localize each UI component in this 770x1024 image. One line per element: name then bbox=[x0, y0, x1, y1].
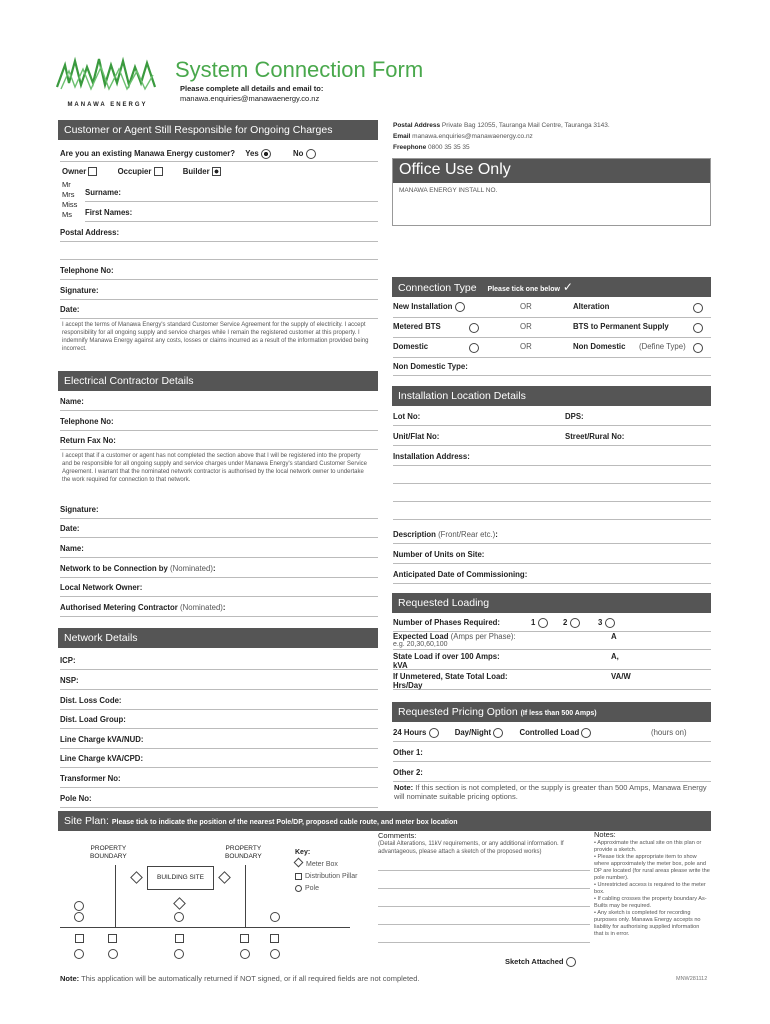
address-line3[interactable] bbox=[393, 488, 711, 502]
metered-row bbox=[393, 322, 711, 338]
postal-address-label: Postal Address: bbox=[60, 228, 120, 237]
telephone-label: Telephone No: bbox=[60, 266, 114, 275]
amps-note: (Amps per Phase): bbox=[450, 632, 516, 641]
metered-label: Metered BTS bbox=[393, 322, 441, 331]
unit-label: Unit/Flat No: bbox=[393, 432, 440, 441]
office-title: Office Use Only bbox=[393, 159, 710, 183]
postal-block bbox=[393, 120, 610, 153]
logo bbox=[55, 55, 160, 108]
title-ms: Ms bbox=[62, 210, 72, 219]
title-mrs: Mrs bbox=[62, 190, 75, 199]
pole-circle-1[interactable] bbox=[74, 901, 84, 911]
pole-circle-4[interactable] bbox=[270, 912, 280, 922]
metering-label: Authorised Metering Contractor bbox=[60, 603, 178, 612]
unit-field[interactable] bbox=[393, 432, 711, 446]
builder-label: Builder bbox=[182, 167, 210, 176]
new-install-radio[interactable] bbox=[455, 302, 465, 312]
alteration-label: Alteration bbox=[573, 302, 610, 311]
pillar-box-3[interactable] bbox=[175, 934, 184, 943]
pole-icon bbox=[295, 885, 302, 892]
meter-box-label: Meter Box bbox=[306, 861, 338, 868]
pole-label: Pole No: bbox=[60, 794, 92, 803]
owner-label: Owner bbox=[62, 167, 87, 176]
ec-name-field[interactable] bbox=[60, 397, 378, 411]
electrical-terms: I accept that if a customer or agent has not completed the section above that I will be registered into the property and be responsible for all ongoing supply and service charges under Manawa Energy's standard Customer Service Agreement. I warrant that the nominated network contractor is authorised by the local network owner to undertake the work required for connection to that network. bbox=[62, 453, 367, 483]
date-label: Date: bbox=[60, 305, 80, 314]
amps-unit: A bbox=[611, 632, 617, 641]
pole-circle-7[interactable] bbox=[174, 949, 184, 959]
comment-line-4[interactable] bbox=[378, 924, 590, 925]
boundary-right-line bbox=[245, 865, 246, 927]
installation-address-field[interactable] bbox=[393, 452, 711, 466]
pole-circle-8[interactable] bbox=[240, 949, 250, 959]
network-connection-field[interactable]: Network to be Connection by (Nominated): bbox=[60, 564, 378, 578]
pb-left: PROPERTY BOUNDARY bbox=[90, 845, 127, 860]
kva-cpd-label: Line Charge kVA/CPD: bbox=[60, 754, 144, 763]
note-1: • Approximate the actual site on this plan or provide a sketch. bbox=[594, 840, 702, 853]
ec-name2-label: Name: bbox=[60, 544, 84, 553]
title-mr: Mr bbox=[62, 180, 71, 189]
role-row bbox=[62, 167, 380, 176]
diamond-right[interactable] bbox=[218, 871, 231, 884]
controlled-label: Controlled Load bbox=[519, 728, 580, 738]
nsp-field[interactable] bbox=[60, 676, 378, 690]
unmetered-field[interactable] bbox=[393, 672, 711, 690]
email-value: manawa.enquiries@manawaenergy.co.nz bbox=[412, 133, 533, 140]
title-miss: Miss bbox=[62, 200, 78, 209]
note-5: • Any sketch is completed for recording purposes only. Manawa Energy accepts no liability for authorising supplied information that is in error. bbox=[594, 910, 701, 937]
existing-row bbox=[60, 144, 378, 162]
header-email: manawa.enquiries@manawaenergy.co.nz bbox=[180, 94, 320, 103]
surname-field[interactable] bbox=[85, 188, 378, 202]
unmetered-label: If Unmetered, State Total Load: bbox=[393, 672, 508, 681]
pillar-box-1[interactable] bbox=[75, 934, 84, 943]
nondomestic-type-field[interactable] bbox=[393, 362, 711, 376]
electrical-header: Electrical Contractor Details bbox=[58, 371, 378, 391]
ec-date-label: Date: bbox=[60, 524, 80, 533]
hrs-day-label: Hrs/Day bbox=[393, 681, 423, 690]
pole-circle-6[interactable] bbox=[108, 949, 118, 959]
ec-fax-label: Return Fax No: bbox=[60, 436, 116, 445]
phase-1-label: 1 bbox=[531, 618, 536, 628]
pricing-note bbox=[394, 783, 710, 801]
kva-nud-field[interactable] bbox=[60, 735, 378, 749]
phases-label: Number of Phases Required: bbox=[393, 618, 501, 627]
first-names-label: First Names: bbox=[85, 208, 133, 217]
pole-key-label: Pole bbox=[305, 885, 320, 892]
nondomestic-type-label: Non Domestic Type: bbox=[393, 362, 468, 371]
or-label-2: OR bbox=[520, 322, 532, 331]
description-field[interactable]: Description (Front/Rear etc.): bbox=[393, 530, 711, 544]
notes-block bbox=[594, 831, 710, 938]
state-load-field[interactable] bbox=[393, 652, 711, 670]
dist-pillar-label: Distribution Pillar bbox=[305, 873, 358, 880]
transformer-field[interactable] bbox=[60, 774, 378, 788]
h24-label: 24 Hours bbox=[393, 728, 427, 738]
pricing-note-text: If this section is not completed, or the supply is greater than 500 Amps, Manawa Energy will nominate suitable pricing options. bbox=[394, 783, 707, 801]
header-line1: Please complete all details and email to: bbox=[180, 84, 324, 93]
title-list bbox=[62, 180, 77, 220]
pricing-header bbox=[392, 702, 711, 722]
key-legend bbox=[295, 847, 358, 895]
vaw-unit: VA/W bbox=[611, 672, 631, 681]
ec-name-label: Name: bbox=[60, 397, 84, 406]
loading-header: Requested Loading bbox=[392, 593, 711, 613]
pole-circle-9[interactable] bbox=[270, 949, 280, 959]
key-label: Key: bbox=[295, 849, 311, 856]
connection-header bbox=[392, 277, 711, 297]
description-label: Description bbox=[393, 530, 436, 539]
brand-name: MANAWA ENERGY bbox=[67, 102, 148, 108]
state-load-label: State Load if over 100 Amps: bbox=[393, 652, 500, 661]
date-field[interactable] bbox=[60, 305, 378, 319]
sketch-row bbox=[505, 957, 576, 967]
pole-circle-3[interactable] bbox=[174, 912, 184, 922]
email-label: Email bbox=[393, 133, 411, 140]
notes-label: Notes: bbox=[594, 830, 616, 839]
network-header: Network Details bbox=[58, 628, 378, 648]
surname-label: Surname: bbox=[85, 188, 121, 197]
new-install-label: New Installation bbox=[393, 302, 453, 312]
boundary-left-line bbox=[115, 865, 116, 927]
postal-address-line2[interactable] bbox=[60, 246, 378, 260]
metered-radio[interactable] bbox=[469, 323, 479, 333]
kva-cpd-field[interactable] bbox=[60, 754, 378, 768]
comment-line-5[interactable] bbox=[378, 942, 590, 943]
nondomestic-label: Non Domestic bbox=[573, 342, 626, 351]
pillar-box-4[interactable] bbox=[240, 934, 249, 943]
other1-field[interactable] bbox=[393, 748, 711, 762]
diamond-center[interactable] bbox=[173, 897, 186, 910]
note-2: • Please tick the appropriate item to show where approximately the meter box, pole and DP are located (for rural areas please write the pole number). bbox=[594, 854, 710, 881]
icp-label: ICP: bbox=[60, 656, 76, 665]
domestic-radio[interactable] bbox=[469, 343, 479, 353]
day-night-radio[interactable] bbox=[493, 728, 503, 738]
expected-load-label: Expected Load bbox=[393, 632, 449, 641]
amps-example: e.g. 20,30,60,100 bbox=[393, 641, 448, 648]
lot-label: Lot No: bbox=[393, 412, 421, 421]
street-label: Street/Rural No: bbox=[565, 432, 625, 441]
pb-right: PROPERTY BOUNDARY bbox=[225, 845, 262, 860]
office-use-box bbox=[392, 158, 711, 226]
logo-wave-icon bbox=[55, 55, 160, 95]
installation-address-label: Installation Address: bbox=[393, 452, 470, 461]
kva-nud-label: Line Charge kVA/NUD: bbox=[60, 735, 144, 744]
postal-address-field[interactable] bbox=[60, 228, 378, 242]
pricing-options-row bbox=[393, 728, 711, 742]
page-title: System Connection Form bbox=[175, 57, 424, 82]
sketch-radio[interactable] bbox=[566, 957, 576, 967]
other2-field[interactable] bbox=[393, 768, 711, 782]
footer-note bbox=[60, 974, 420, 983]
commission-date-label: Anticipated Date of Commissioning: bbox=[393, 570, 528, 579]
state-amps-unit: A, bbox=[611, 652, 619, 661]
address-line4[interactable] bbox=[393, 506, 711, 520]
site-plan-diagram bbox=[60, 833, 370, 973]
postal-label: Postal Address bbox=[393, 122, 441, 129]
units-label: Number of Units on Site: bbox=[393, 550, 485, 559]
local-owner-label: Local Network Owner: bbox=[60, 583, 143, 592]
kva-unit: kVA bbox=[393, 661, 408, 670]
load-group-label: Dist. Load Group: bbox=[60, 715, 126, 724]
ec-tel-label: Telephone No: bbox=[60, 417, 114, 426]
postal-value: Private Bag 12055, Tauranga Mail Centre, Tauranga 3143. bbox=[441, 122, 610, 129]
phase-2-radio[interactable] bbox=[570, 618, 580, 628]
network-connection-label: Network to be Connection by bbox=[60, 564, 168, 573]
road-line bbox=[60, 927, 350, 928]
address-line2[interactable] bbox=[393, 470, 711, 484]
controlled-radio[interactable] bbox=[581, 728, 591, 738]
connection-title: Connection Type bbox=[398, 282, 477, 294]
comment-line-1[interactable] bbox=[378, 870, 590, 871]
pole-circle-5[interactable] bbox=[74, 949, 84, 959]
metering-nominated: (Nominated) bbox=[180, 603, 223, 612]
bts-radio[interactable] bbox=[693, 323, 703, 333]
form-code: MNW281112 bbox=[676, 976, 708, 982]
other2-label: Other 2: bbox=[393, 768, 423, 777]
comment-line-3[interactable] bbox=[378, 906, 590, 907]
pillar-box-2[interactable] bbox=[108, 934, 117, 943]
comments-text: (Detail Alterations, 11kV requirements, or any additional information. If advantageous, please attach a sketch of the proposed works) bbox=[378, 841, 564, 855]
pricing-sub: (If less than 500 Amps) bbox=[520, 710, 597, 717]
nondomestic-radio[interactable] bbox=[693, 343, 703, 353]
pole-circle-2[interactable] bbox=[74, 912, 84, 922]
other1-label: Other 1: bbox=[393, 748, 423, 757]
local-owner-field[interactable] bbox=[60, 583, 378, 597]
note-3: • Unrestricted access is required to the meter box. bbox=[594, 882, 706, 895]
comments-label: Comments: bbox=[378, 831, 417, 840]
pole-field[interactable] bbox=[60, 794, 378, 808]
ec-tel-field[interactable] bbox=[60, 417, 378, 431]
dist-pillar-icon bbox=[295, 873, 302, 880]
phase-3-label: 3 bbox=[598, 618, 603, 628]
phases-row bbox=[393, 618, 711, 632]
note-4: • If cabling crosses the property boundary As-Builts may be required. bbox=[594, 896, 707, 909]
units-field[interactable] bbox=[393, 550, 711, 564]
customer-terms: I accept the terms of Manawa Energy's standard Customer Service Agreement for the supply of electricity. I accept responsibility for all ongoing supply and service charges while I remain the registered customer at this property. I indemnify Manawa Energy against any costs, losses or claims incurred as a result of the information provided being incorrect. bbox=[62, 322, 369, 352]
bts-label: BTS to Permanent Supply bbox=[573, 322, 669, 331]
phase-2-label: 2 bbox=[563, 618, 568, 628]
existing-label: Are you an existing Manawa Energy customer? bbox=[60, 149, 236, 159]
hours-on-note: (hours on) bbox=[651, 728, 687, 737]
site-sub: Please tick to indicate the position of the nearest Pole/DP, proposed cable route, and meter box location bbox=[111, 819, 458, 826]
occupier-label: Occupier bbox=[117, 167, 152, 176]
front-rear-note: (Front/Rear etc.) bbox=[438, 530, 496, 539]
new-install-row bbox=[393, 302, 711, 318]
ec-fax-field[interactable] bbox=[60, 436, 378, 450]
pricing-note-label: Note: bbox=[394, 783, 414, 792]
commission-date-field[interactable] bbox=[393, 570, 711, 584]
dps-label: DPS: bbox=[565, 412, 584, 421]
lot-field[interactable] bbox=[393, 412, 711, 426]
building-site-box: BUILDING SITE bbox=[147, 866, 214, 890]
site-title: Site Plan: bbox=[64, 815, 109, 827]
occupier-checkbox[interactable] bbox=[154, 167, 163, 176]
yes-label: Yes bbox=[245, 149, 259, 159]
no-radio[interactable] bbox=[306, 149, 316, 159]
comment-line-2[interactable] bbox=[378, 888, 590, 889]
customer-header: Customer or Agent Still Responsible for Ongoing Charges bbox=[58, 120, 378, 140]
icp-field[interactable] bbox=[60, 656, 378, 670]
footer-note-label: Note: bbox=[60, 974, 80, 983]
diamond-left[interactable] bbox=[130, 871, 143, 884]
pricing-title: Requested Pricing Option bbox=[398, 706, 518, 718]
nsp-label: NSP: bbox=[60, 676, 79, 685]
metering-field[interactable]: Authorised Metering Contractor (Nominated): bbox=[60, 603, 378, 617]
pillar-box-5[interactable] bbox=[270, 934, 279, 943]
signature-field[interactable] bbox=[60, 286, 378, 300]
builder-checkbox[interactable] bbox=[212, 167, 221, 176]
ec-name2-field[interactable] bbox=[60, 544, 378, 558]
transformer-label: Transformer No: bbox=[60, 774, 121, 783]
meter-box-icon bbox=[294, 858, 304, 868]
load-group-field[interactable] bbox=[60, 715, 378, 729]
phase-1-radio[interactable] bbox=[538, 618, 548, 628]
phone-value: 0800 35 35 35 bbox=[428, 144, 470, 151]
ec-date-field[interactable] bbox=[60, 524, 378, 538]
comments-block bbox=[378, 831, 588, 856]
ec-signature-label: Signature: bbox=[60, 505, 99, 514]
first-names-field[interactable] bbox=[85, 208, 378, 222]
alteration-radio[interactable] bbox=[693, 303, 703, 313]
nominated-note: (Nominated) bbox=[170, 564, 213, 573]
yes-radio[interactable] bbox=[261, 149, 271, 159]
or-label-3: OR bbox=[520, 342, 532, 351]
site-header bbox=[58, 811, 711, 831]
location-header: Installation Location Details bbox=[392, 386, 711, 406]
day-night-label: Day/Night bbox=[454, 728, 492, 738]
tick-icon: ✓ bbox=[562, 280, 573, 294]
or-label-1: OR bbox=[520, 302, 532, 311]
loss-code-label: Dist. Loss Code: bbox=[60, 696, 122, 705]
telephone-field[interactable] bbox=[60, 266, 378, 280]
domestic-row bbox=[393, 342, 711, 358]
loss-code-field[interactable] bbox=[60, 696, 378, 710]
signature-label: Signature: bbox=[60, 286, 99, 295]
no-label: No bbox=[293, 149, 304, 159]
footer-note-text: This application will be automatically returned if NOT signed, or if all required fields are not completed. bbox=[81, 974, 420, 983]
phone-label: Freephone bbox=[393, 144, 427, 151]
domestic-label: Domestic bbox=[393, 342, 429, 351]
define-type-note: (Define Type) bbox=[639, 342, 686, 351]
sketch-label: Sketch Attached bbox=[505, 957, 564, 966]
install-no: MANAWA ENERGY INSTALL NO. bbox=[399, 187, 498, 194]
expected-load-field[interactable] bbox=[393, 632, 711, 650]
h24-radio[interactable] bbox=[429, 728, 439, 738]
ec-signature-field[interactable] bbox=[60, 505, 378, 519]
owner-checkbox[interactable] bbox=[88, 167, 97, 176]
connection-tick-note: Please tick one below bbox=[487, 286, 560, 293]
phase-3-radio[interactable] bbox=[605, 618, 615, 628]
